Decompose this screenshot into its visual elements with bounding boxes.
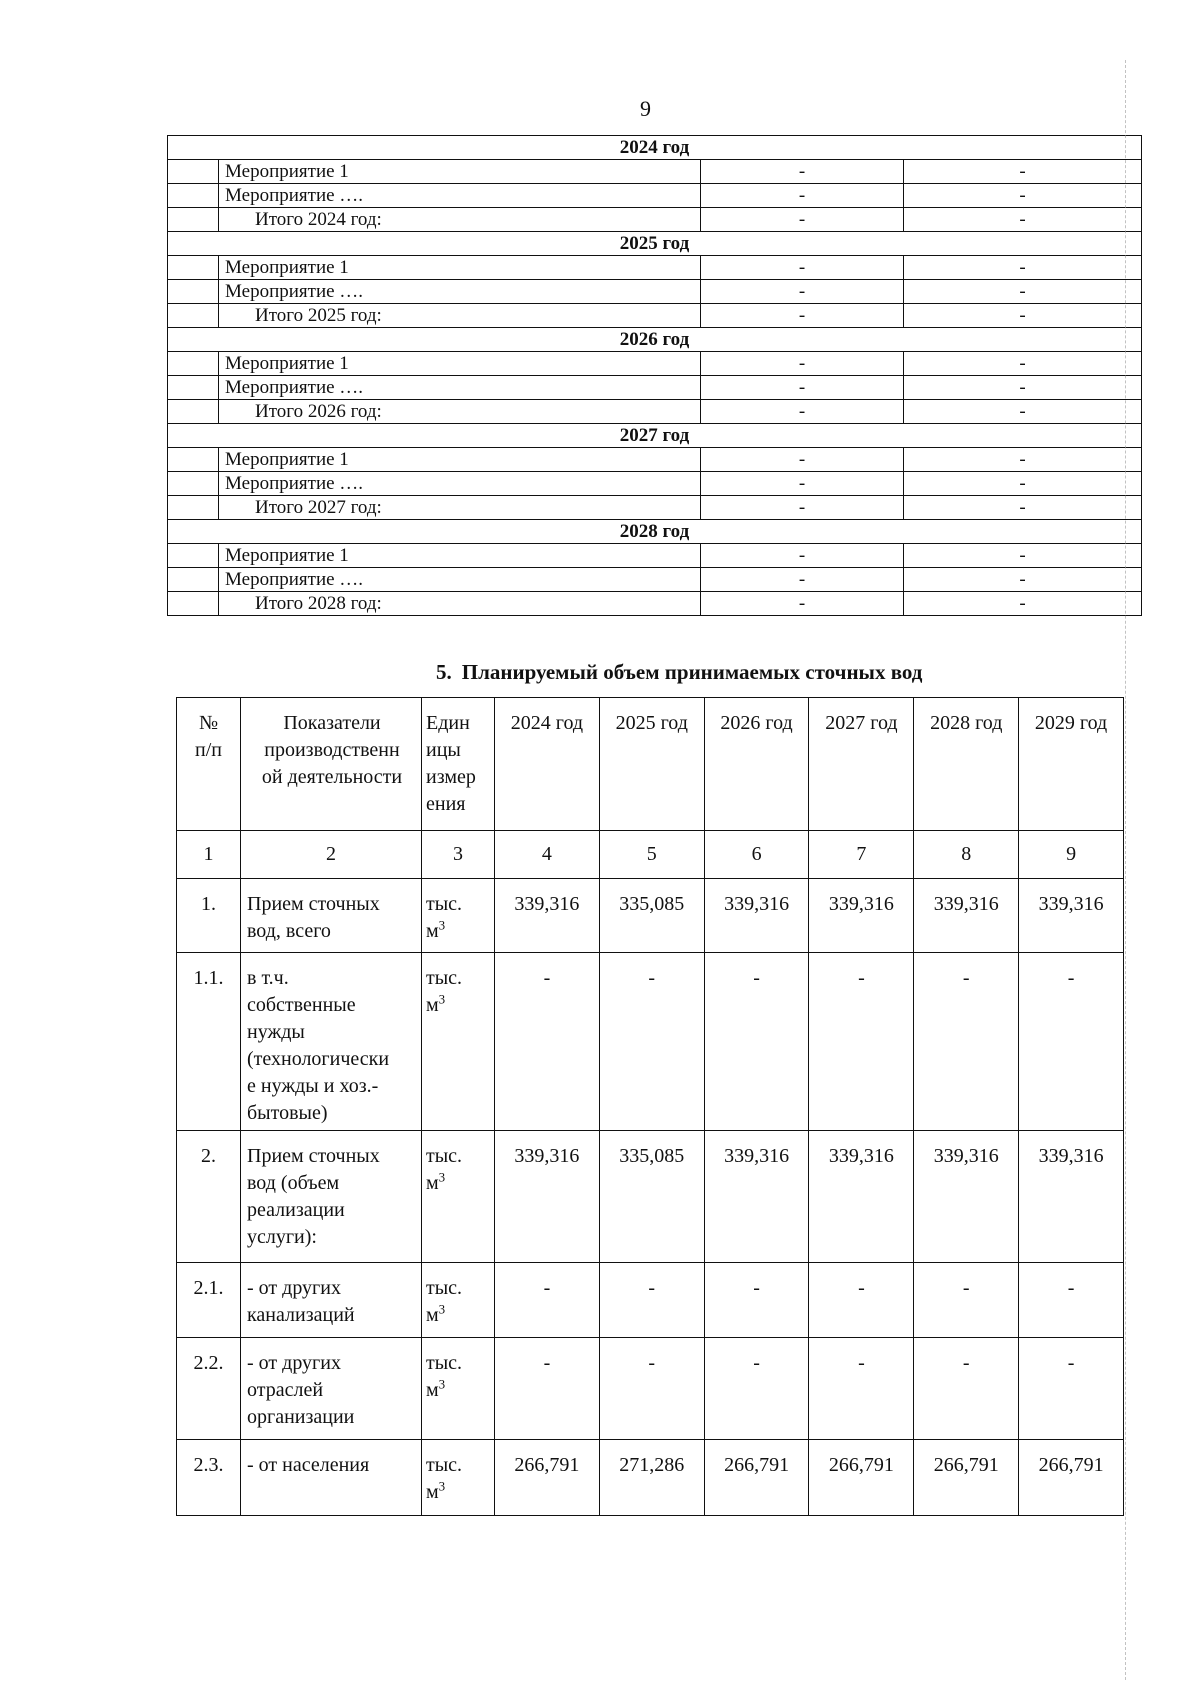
value-cell: 266,791 [914,1440,1019,1516]
index-cell: 6 [704,831,809,879]
row-number: 1. [177,879,241,953]
measure-value: - [904,160,1142,184]
measure-value: - [701,448,904,472]
value-cell: 339,316 [1019,1131,1124,1263]
measure-name: Мероприятие …. [219,280,701,304]
unit-superscript: 3 [438,917,446,933]
measure-value: - [701,160,904,184]
value-cell: 339,316 [495,879,600,953]
measure-name: Итого 2027 год: [219,496,701,520]
value-cell: 339,316 [704,879,809,953]
value-cell: 339,316 [914,879,1019,953]
value-cell: - [809,953,914,1131]
measure-name: Итого 2025 год: [219,304,701,328]
value-cell: - [599,953,704,1131]
index-cell: 5 [599,831,704,879]
row-number-cell [168,304,219,328]
measure-name: Мероприятие 1 [219,160,701,184]
measure-row [168,280,1142,304]
value-cell: - [914,1338,1019,1440]
year-row [168,520,1142,544]
unit-cell: тыс. $м^3$ [422,1263,495,1338]
total-row [168,400,1142,424]
value-cell: 335,085 [599,879,704,953]
unit-superscript: 3 [438,991,446,1007]
value-cell: 339,316 [704,1131,809,1263]
measure-name: Мероприятие …. [219,472,701,496]
measure-value: - [701,304,904,328]
value-cell: - [809,1338,914,1440]
value-cell: - [495,953,600,1131]
index-row [177,831,1124,879]
measure-value: - [904,256,1142,280]
section-number: 5. [436,660,452,684]
measure-name: Мероприятие 1 [219,352,701,376]
header-year: 2029 год [1019,698,1124,831]
year-heading: 2028 год [168,520,1142,544]
header-indicator: Показатели производственн ой деятельности [241,698,422,831]
indicator-name: - от других канализаций [241,1263,422,1338]
value-cell: - [495,1338,600,1440]
measure-value: - [701,496,904,520]
year-row [168,328,1142,352]
measure-row [168,256,1142,280]
row-number: 2.2. [177,1338,241,1440]
value-cell: - [704,953,809,1131]
value-cell: - [704,1263,809,1338]
measure-row [168,184,1142,208]
unit-superscript: 3 [438,1478,446,1494]
measure-value: - [701,280,904,304]
measure-value: - [904,592,1142,616]
index-cell: 9 [1019,831,1124,879]
row-number-cell [168,472,219,496]
index-cell: 2 [241,831,422,879]
measure-name: Мероприятие 1 [219,544,701,568]
measure-value: - [904,400,1142,424]
value-cell: 266,791 [495,1440,600,1516]
measure-value: - [904,352,1142,376]
measure-row [168,352,1142,376]
scan-edge-artifact [1125,60,1144,1680]
index-cell: 1 [177,831,241,879]
index-cell: 7 [809,831,914,879]
header-row [177,698,1124,831]
row-number-cell [168,160,219,184]
index-cell: 8 [914,831,1019,879]
measure-value: - [904,496,1142,520]
value-cell: 266,791 [809,1440,914,1516]
measure-row [168,448,1142,472]
value-cell: - [914,1263,1019,1338]
value-cell: - [914,953,1019,1131]
value-cell: 271,286 [599,1440,704,1516]
value-cell: 339,316 [809,879,914,953]
row-number-cell [168,496,219,520]
value-cell: - [1019,1338,1124,1440]
total-row [168,304,1142,328]
measure-value: - [701,544,904,568]
data-row [177,953,1124,1131]
value-cell: - [704,1338,809,1440]
total-row [168,592,1142,616]
value-cell: 266,791 [1019,1440,1124,1516]
indicator-name: Прием сточных вод (объем реализации услуги): [241,1131,422,1263]
row-number-cell [168,448,219,472]
year-row [168,424,1142,448]
measure-value: - [904,376,1142,400]
section-title-text: Планируемый объем принимаемых сточных вод [461,660,923,684]
value-cell: 339,316 [914,1131,1019,1263]
measure-value: - [701,184,904,208]
row-number-cell [168,352,219,376]
measure-value: - [701,400,904,424]
indicator-name: в т.ч. собственные нужды (технологически е нужды и хоз.- бытовые) [241,953,422,1131]
row-number: 2.1. [177,1263,241,1338]
unit-cell: тыс. $м^3$ [422,1338,495,1440]
measure-row [168,472,1142,496]
measure-value: - [904,208,1142,232]
unit-superscript: 3 [438,1301,446,1317]
value-cell: - [1019,953,1124,1131]
data-row [177,1263,1124,1338]
year-heading: 2024 год [168,136,1142,160]
measure-name: Мероприятие …. [219,184,701,208]
year-heading: 2027 год [168,424,1142,448]
row-number-cell [168,376,219,400]
measure-name: Итого 2024 год: [219,208,701,232]
measure-value: - [701,472,904,496]
year-row [168,136,1142,160]
measure-value: - [904,280,1142,304]
value-cell: - [495,1263,600,1338]
row-number-cell [168,568,219,592]
row-number: 1.1. [177,953,241,1131]
measure-value: - [701,208,904,232]
row-number-cell [168,280,219,304]
row-number: 2.3. [177,1440,241,1516]
value-cell: 266,791 [704,1440,809,1516]
year-heading: 2025 год [168,232,1142,256]
measure-name: Мероприятие 1 [219,448,701,472]
value-cell: - [599,1338,704,1440]
row-number: 2. [177,1131,241,1263]
measure-name: Итого 2026 год: [219,400,701,424]
header-year: 2028 год [914,698,1019,831]
unit-superscript: 3 [438,1169,446,1185]
data-row [177,879,1124,953]
measure-name: Мероприятие …. [219,376,701,400]
measure-value: - [904,544,1142,568]
data-row [177,1131,1124,1263]
header-year: 2025 год [599,698,704,831]
measures-table [167,135,1142,616]
row-number-cell [168,208,219,232]
value-cell: 339,316 [495,1131,600,1263]
page-number: 9 [640,96,651,121]
data-row [177,1440,1124,1516]
data-row [177,1338,1124,1440]
index-cell: 3 [422,831,495,879]
measure-row [168,376,1142,400]
measure-value: - [904,448,1142,472]
measure-row [168,568,1142,592]
measure-value: - [701,352,904,376]
row-number-cell [168,184,219,208]
measure-row [168,544,1142,568]
header-unit: Един ицы измер ения [422,698,495,831]
year-row [168,232,1142,256]
year-heading: 2026 год [168,328,1142,352]
value-cell: - [599,1263,704,1338]
unit-cell: тыс. $м^3$ [422,1131,495,1263]
volume-table [176,697,1124,1516]
value-cell: 339,316 [1019,879,1124,953]
measure-name: Итого 2028 год: [219,592,701,616]
indicator-name: Прием сточных вод, всего [241,879,422,953]
value-cell: 339,316 [809,1131,914,1263]
measure-row [168,160,1142,184]
unit-cell: тыс. $м^3$ [422,1440,495,1516]
row-number-cell [168,544,219,568]
header-year: 2024 год [495,698,600,831]
measure-value: - [701,592,904,616]
indicator-name: - от населения [241,1440,422,1516]
measure-value: - [904,184,1142,208]
unit-cell: тыс. $м^3$ [422,953,495,1131]
header-year: 2026 год [704,698,809,831]
header-year: 2027 год [809,698,914,831]
row-number-cell [168,256,219,280]
header-no: № п/п [177,698,241,831]
index-cell: 4 [495,831,600,879]
total-row [168,208,1142,232]
section-title [436,660,922,685]
indicator-name: - от других отраслей организации [241,1338,422,1440]
row-number-cell [168,400,219,424]
measure-value: - [701,256,904,280]
value-cell: - [1019,1263,1124,1338]
total-row [168,496,1142,520]
measure-value: - [701,376,904,400]
unit-superscript: 3 [438,1376,446,1392]
measure-name: Мероприятие 1 [219,256,701,280]
measure-value: - [701,568,904,592]
row-number-cell [168,592,219,616]
measure-name: Мероприятие …. [219,568,701,592]
value-cell: 335,085 [599,1131,704,1263]
unit-cell: тыс. $м^3$ [422,879,495,953]
measure-value: - [904,472,1142,496]
measure-value: - [904,568,1142,592]
measure-value: - [904,304,1142,328]
value-cell: - [809,1263,914,1338]
